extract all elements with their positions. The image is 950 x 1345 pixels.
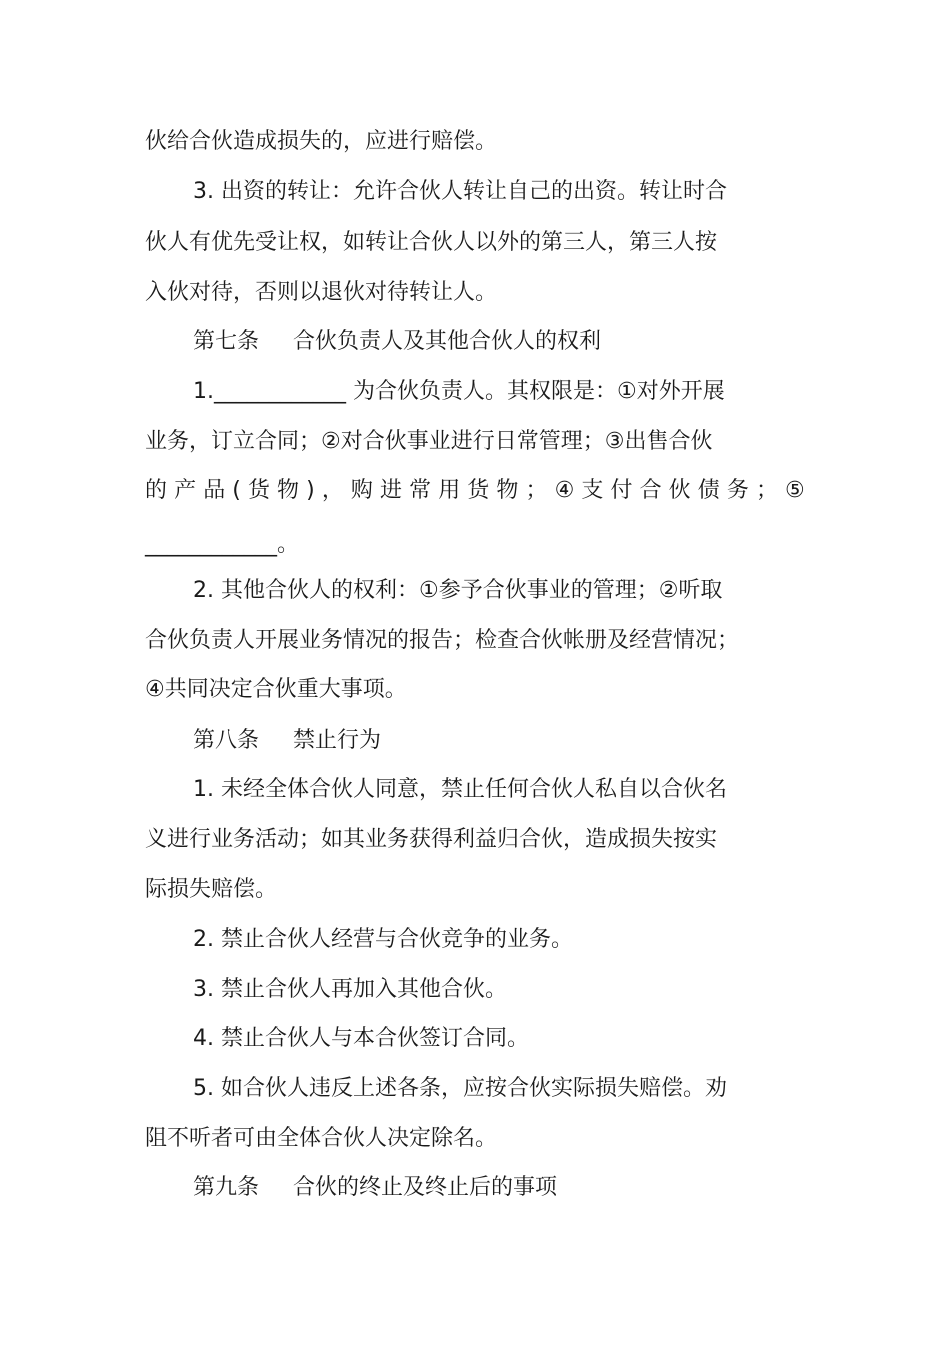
- justified-char: 品: [203, 478, 226, 503]
- paragraph-line: 3. 出资的转让：允许合伙人转让自己的出资。转让时合: [193, 179, 727, 204]
- paragraph-line: 1.____________ 为合伙负责人。其权限是：①对外开展: [193, 379, 725, 404]
- paragraph-line: 伙人有优先受让权，如转让合伙人以外的第三人，第三人按: [145, 230, 718, 255]
- justified-char: ): [306, 478, 315, 503]
- paragraph-line: 2. 其他合伙人的权利：①参予合伙事业的管理；②听取: [193, 578, 723, 603]
- paragraph-line: ④共同决定合伙重大事项。: [145, 677, 407, 702]
- justified-char: 物: [277, 478, 300, 503]
- justified-char: 购: [350, 478, 373, 503]
- paragraph-line: 1. 未经全体合伙人同意，禁止任何合伙人私自以合伙名: [193, 777, 727, 802]
- justified-char: ，: [321, 478, 344, 503]
- justified-char: 进: [380, 478, 403, 503]
- justified-char: 的: [145, 478, 168, 503]
- paragraph-line: 入伙对待，否则以退伙对待转让人。: [145, 280, 498, 305]
- article-number: 第八条: [193, 728, 260, 753]
- justified-char: ；: [755, 478, 778, 503]
- justified-char: 货: [467, 478, 490, 503]
- paragraph-line: 4. 禁止合伙人与本合伙签订合同。: [193, 1026, 529, 1051]
- justified-char: 支: [581, 478, 604, 503]
- justified-char: ；: [525, 478, 548, 503]
- justified-char: 付: [610, 478, 633, 503]
- paragraph-line: ____________。: [145, 532, 300, 557]
- article-number: 第九条: [193, 1175, 260, 1200]
- justified-char: ⑤: [785, 478, 805, 503]
- paragraph-line: 合伙负责人开展业务情况的报告；检查合伙帐册及经营情况；: [145, 628, 740, 653]
- justified-char: 货: [247, 478, 270, 503]
- article-heading: [193, 327, 601, 357]
- justified-char: ④: [554, 478, 575, 503]
- article-heading: [193, 1173, 557, 1203]
- justified-char: 用: [438, 478, 461, 503]
- article-title: 禁止行为: [293, 728, 382, 753]
- justified-char: 债: [697, 478, 720, 503]
- paragraph-line: 5. 如合伙人违反上述各条，应按合伙实际损失赔偿。劝: [193, 1076, 727, 1101]
- paragraph-line: 业务，订立合同；②对合伙事业进行日常管理；③出售合伙: [145, 429, 713, 454]
- justified-char: 物: [496, 478, 519, 503]
- justified-char: 合: [639, 478, 662, 503]
- article-number: 第七条: [193, 329, 260, 354]
- justified-char: 常: [409, 478, 432, 503]
- justified-char: (: [232, 478, 241, 503]
- justified-char: 产: [174, 478, 197, 503]
- justified-char: 伙: [668, 478, 691, 503]
- article-heading: [193, 726, 381, 756]
- paragraph-line-justified: [145, 476, 805, 506]
- paragraph-line: 2. 禁止合伙人经营与合伙竞争的业务。: [193, 927, 573, 952]
- article-title: 合伙的终止及终止后的事项: [293, 1175, 558, 1200]
- paragraph-line: 3. 禁止合伙人再加入其他合伙。: [193, 977, 507, 1002]
- paragraph-line: 阻不听者可由全体合伙人决定除名。: [145, 1126, 498, 1151]
- paragraph-line: 际损失赔偿。: [145, 877, 278, 902]
- article-title: 合伙负责人及其他合伙人的权利: [293, 329, 602, 354]
- justified-char: 务: [726, 478, 749, 503]
- paragraph-line: 义进行业务活动；如其业务获得利益归合伙，造成损失按实: [145, 827, 718, 852]
- paragraph-line: 伙给合伙造成损失的，应进行赔偿。: [145, 129, 498, 154]
